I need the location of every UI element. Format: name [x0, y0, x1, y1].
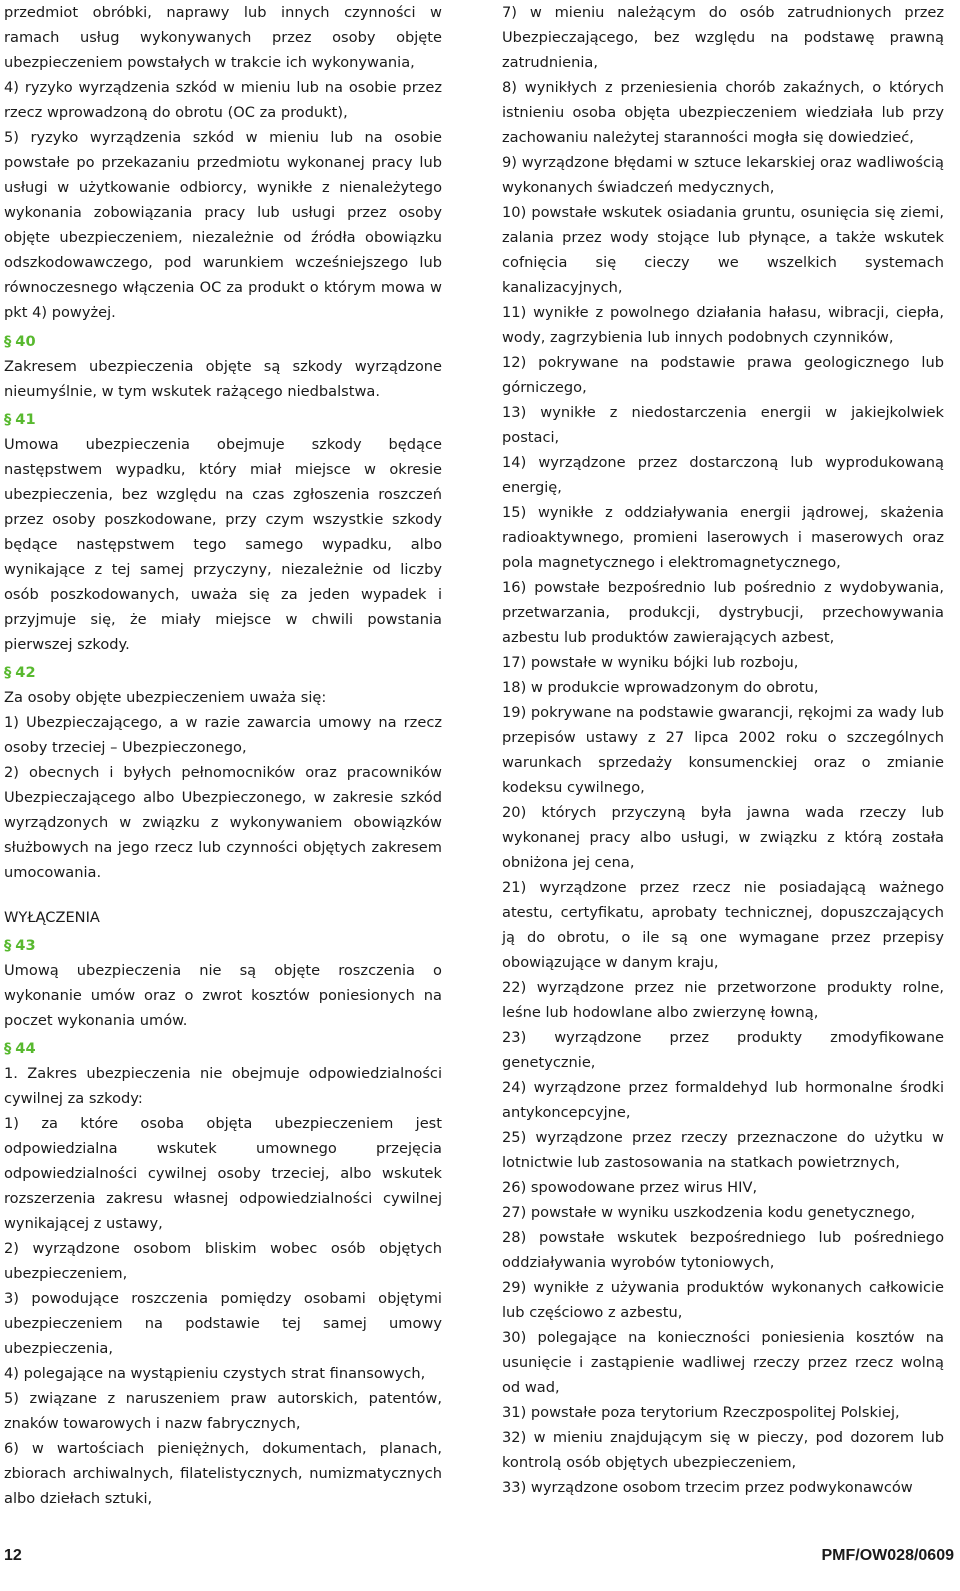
list-item: 19) pokrywane na podstawie gwarancji, rękojmi za wady lub przepisów ustawy z 27 lipca 2002 roku o szczególnych warunkach sprzedaży konsumenckiej oraz o zmianie kodeksu cywilnego,: [502, 704, 944, 796]
list-item: 9) wyrządzone błędami w sztuce lekarskiej oraz wadliwością wykonanych świadczeń medycznych,: [502, 154, 944, 196]
list-item: 32) w mieniu znajdującym się w pieczy, pod dozorem lub kontrolą osób objętych ubezpieczeniem,: [502, 1429, 944, 1471]
page-number: 12: [4, 1547, 22, 1564]
list-item: 31) powstałe poza terytorium Rzeczpospolitej Polskiej,: [502, 1404, 900, 1421]
paragraph: 4) ryzyko wyrządzenia szkód w mieniu lub na osobie przez rzecz wprowadzoną do obrotu (OC za produkt),: [4, 79, 442, 121]
list-item: 1) Ubezpieczającego, a w razie zawarcia umowy na rzecz osoby trzeciej – Ubezpieczonego,: [4, 714, 442, 756]
section-number: 41: [15, 411, 36, 428]
paragraph: Umową ubezpieczenia nie są objęte roszczenia o wykonanie umów oraz o zwrot kosztów poniesionych na poczet wykonania umów.: [4, 962, 442, 1029]
list-item: 2) wyrządzone osobom bliskim wobec osób objętych ubezpieczeniem,: [4, 1240, 442, 1282]
list-item: 13) wynikłe z niedostarczenia energii w jakiejkolwiek postaci,: [502, 404, 944, 446]
document-code: PMF/OW028/0609: [821, 1547, 954, 1564]
section-symbol: §: [4, 1040, 12, 1057]
section-number: 44: [15, 1040, 36, 1057]
paragraph: przedmiot obróbki, naprawy lub innych czynności w ramach usług wykonywanych przez osoby objęte ubezpieczeniem powstałych w trakcie ich wykonywania,: [4, 4, 442, 71]
list-item: 14) wyrządzone przez dostarczoną lub wyprodukowaną energię,: [502, 454, 944, 496]
right-column: [502, 0, 944, 1500]
list-item: 11) wynikłe z powolnego działania hałasu, wibracji, ciepła, wody, zagrzybienia lub innych podobnych czynników,: [502, 304, 944, 346]
list-item: 10) powstałe wskutek osiadania gruntu, osunięcia się ziemi, zalania przez wody stojące lub płynące, a także wskutek cofnięcia się cieczy we wszelkich systemach kanalizacyjnych,: [502, 204, 944, 296]
list-item: 16) powstałe bezpośrednio lub pośrednio z wydobywania, przetwarzania, produkcji, dystrybucji, przechowywania azbestu lub produktów zawierających azbest,: [502, 579, 944, 646]
list-item: 17) powstałe w wyniku bójki lub rozboju,: [502, 654, 799, 671]
list-item: 27) powstałe w wyniku uszkodzenia kodu genetycznego,: [502, 1204, 916, 1221]
section-number: 42: [15, 664, 36, 681]
list-item: 23) wyrządzone przez produkty zmodyfikowane genetycznie,: [502, 1029, 944, 1071]
section-number: 43: [15, 937, 36, 954]
paragraph: Za osoby objęte ubezpieczeniem uważa się:: [4, 689, 327, 706]
section-symbol: §: [4, 333, 12, 350]
section-symbol: §: [4, 937, 12, 954]
paragraph: Zakresem ubezpieczenia objęte są szkody wyrządzone nieumyślnie, w tym wskutek rażącego niedbalstwa.: [4, 358, 442, 400]
list-item: 5) związane z naruszeniem praw autorskich, patentów, znaków towarowych i nazw fabrycznych,: [4, 1390, 442, 1432]
section-heading-40: [4, 329, 442, 354]
list-item: 20) których przyczyną była jawna wada rzeczy lub wykonanej pracy albo usługi, w związku z którą została obniżona jej cena,: [502, 804, 944, 871]
list-item: 4) polegające na wystąpieniu czystych strat finansowych,: [4, 1365, 426, 1382]
list-item: 29) wynikłe z używania produktów wykonanych całkowicie lub częściowo z azbestu,: [502, 1279, 944, 1321]
list-item: 7) w mieniu należącym do osób zatrudnionych przez Ubezpieczającego, bez względu na podstawę prawną zatrudnienia,: [502, 4, 944, 71]
list-item: 8) wynikłych z przeniesienia chorób zakaźnych, o których istnieniu osoba objęta ubezpieczeniem wiedziała lub przy zachowaniu należytej staranności mogła się dowiedzieć,: [502, 79, 944, 146]
list-item: 12) pokrywane na podstawie prawa geologicznego lub górniczego,: [502, 354, 944, 396]
left-column: [4, 0, 442, 1511]
list-item: 6) w wartościach pieniężnych, dokumentach, planach, zbiorach archiwalnych, filatelistycznych, numizmatycznych albo dziełach sztuki,: [4, 1440, 442, 1507]
list-item: 26) spowodowane przez wirus HIV,: [502, 1179, 758, 1196]
section-symbol: §: [4, 664, 12, 681]
list-item: 15) wynikłe z oddziaływania energii jądrowej, skażenia radioaktywnego, promieni laserowych i maserowych oraz pola magnetycznego i elektromagnetycznego,: [502, 504, 944, 571]
list-item: 28) powstałe wskutek bezpośredniego lub pośredniego oddziaływania wyrobów tytoniowych,: [502, 1229, 944, 1271]
paragraph: 1. Zakres ubezpieczenia nie obejmuje odpowiedzialności cywilnej za szkody:: [4, 1065, 442, 1107]
section-number: 40: [15, 333, 36, 350]
list-item: 1) za które osoba objęta ubezpieczeniem jest odpowiedzialna wskutek umownego przejęcia odpowiedzialności cywilnej osoby trzeciej, albo wskutek rozszerzenia zakresu własnej odpowiedzialności cywilnej wynikającej z ustawy,: [4, 1115, 442, 1232]
paragraph: Umowa ubezpieczenia obejmuje szkody będące następstwem wypadku, który miał miejsce w okresie ubezpieczenia, bez względu na czas zgłoszenia roszczeń przez osoby poszkodowane, przy czym wszystkie szkody będące następstwem tego samego wypadku, albo wynikające z tej samej przyczyny, niezależnie od liczby osób poszkodowanych, uważa się za jeden wypadek i przyjmuje się, że miały miejsce w chwili powstania pierwszej szkody.: [4, 436, 442, 653]
section-heading-43: [4, 933, 442, 958]
list-item: 3) powodujące roszczenia pomiędzy osobami objętymi ubezpieczeniem na podstawie tej samej umowy ubezpieczenia,: [4, 1290, 442, 1357]
section-heading-42: [4, 660, 442, 685]
list-item: 24) wyrządzone przez formaldehyd lub hormonalne środki antykoncepcyjne,: [502, 1079, 944, 1121]
list-item: 30) polegające na konieczności poniesienia kosztów na usunięcie i zastąpienie wadliwej rzeczy przez rzecz wolną od wad,: [502, 1329, 944, 1396]
paragraph: 5) ryzyko wyrządzenia szkód w mieniu lub na osobie powstałe po przekazaniu przedmiotu wykonanej pracy lub usługi w użytkowanie odbiorcy, wynikłe z nienależytego wykonania zobowiązania pracy lub usługi przez osoby objęte ubezpieczeniem, niezależnie od źródła obowiązku odszkodowawczego, pod warunkiem wcześniejszego lub równoczesnego włączenia OC za produkt o którym mowa w pkt 4) powyżej.: [4, 129, 442, 321]
section-symbol: §: [4, 411, 12, 428]
list-item: 22) wyrządzone przez nie przetworzone produkty rolne, leśne lub hodowlane albo zwierzynę łowną,: [502, 979, 944, 1021]
section-heading-41: [4, 407, 442, 432]
list-item: 21) wyrządzone przez rzecz nie posiadającą ważnego atestu, certyfikatu, aprobaty technicznej, dopuszczających ją do obrotu, o ile są one wymagane przez przepisy obowiązujące w danym kraju,: [502, 879, 944, 971]
section-heading-44: [4, 1036, 442, 1061]
list-item: 25) wyrządzone przez rzeczy przeznaczone do użytku w lotnictwie lub zastosowania na statkach powietrznych,: [502, 1129, 944, 1171]
exclusions-heading: WYŁĄCZENIA: [4, 909, 100, 926]
list-item: 2) obecnych i byłych pełnomocników oraz pracowników Ubezpieczającego albo Ubezpieczonego, w zakresie szkód wyrządzonych w związku z wykonywaniem obowiązków służbowych na jego rzecz lub czynności objętych zakresem umocowania.: [4, 764, 442, 881]
list-item: 33) wyrządzone osobom trzecim przez podwykonawców: [502, 1479, 913, 1496]
list-item: 18) w produkcie wprowadzonym do obrotu,: [502, 679, 819, 696]
